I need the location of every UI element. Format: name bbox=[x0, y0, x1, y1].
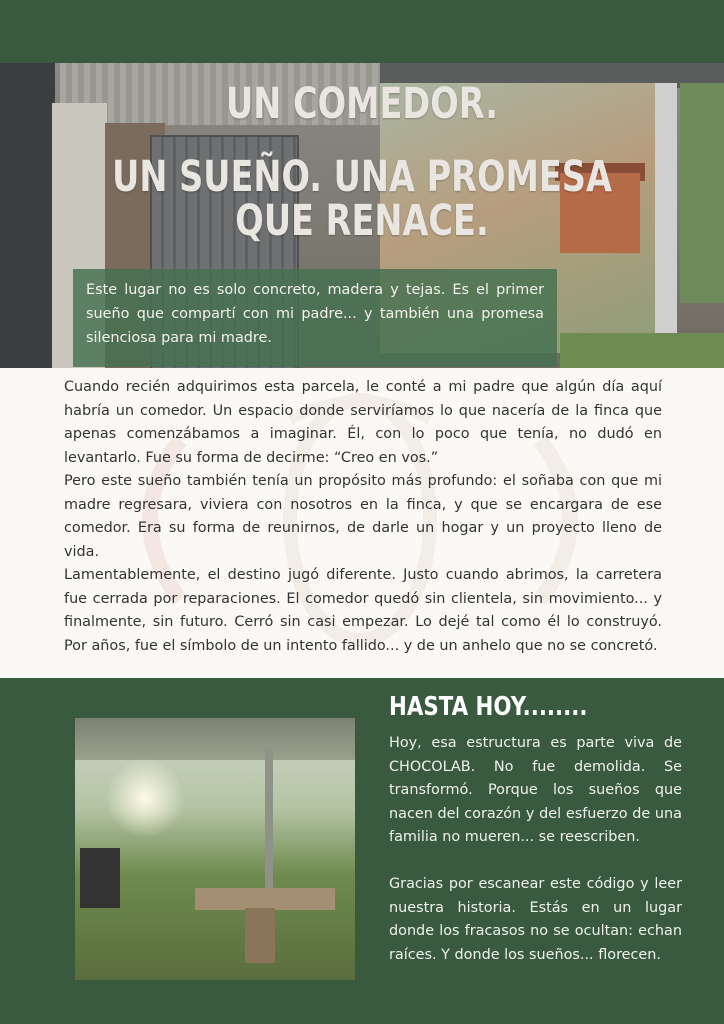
hero-title-line3: QUE RENACE. bbox=[235, 196, 489, 246]
hero-title-line2: UN SUEÑO. UNA PROMESA bbox=[112, 152, 612, 202]
hero-title-line1: UN COMEDOR. bbox=[226, 79, 498, 129]
story-paragraph-2: Pero este sueño también tenía un propósito más profundo: el soñaba con que mi madre regresara, viviera con nosotros en la finca, y que se encargara de ese comedor. Era su forma de reunirnos, de darle un hogar y un proyecto lleno de vida. bbox=[64, 473, 662, 560]
closing-section bbox=[0, 678, 724, 1024]
closing-title: HASTA HOY........ bbox=[389, 692, 588, 722]
hero-title-subtitle bbox=[80, 152, 645, 246]
hero-caption: Este lugar no es solo concreto, madera y tejas. Es el primer sueño que compartí con mi padre... y también una promesa silenciosa para mi madre. bbox=[73, 269, 557, 367]
top-green-band bbox=[0, 0, 724, 63]
dark-wall bbox=[0, 63, 55, 368]
closing-paragraph-1: Hoy, esa estructura es parte viva de CHOCOLAB. No fue demolida. Se transformó. Porque los sueños que nacen del corazón y del esfuerzo de una familia no mueren... se reescriben. bbox=[389, 735, 682, 845]
closing-text bbox=[389, 732, 682, 967]
story-body bbox=[64, 376, 662, 658]
sun-glare bbox=[105, 758, 185, 838]
table-leg bbox=[245, 908, 275, 963]
steel-post bbox=[655, 83, 677, 368]
story-paragraph-1: Cuando recién adquirimos esta parcela, le conté a mi padre que algún día aquí habría un comedor. Un espacio donde serviríamos lo que nacería de la finca que apenas comenzábamos a imaginar. Él, con lo poco que tenía, no dudó en levantarlo. Fue su forma de decirme: “Creo en vos.” bbox=[64, 379, 662, 466]
hero-photo bbox=[0, 63, 724, 368]
wooden-table bbox=[195, 888, 335, 910]
tree-foliage bbox=[680, 83, 724, 303]
comedor-photo bbox=[75, 718, 355, 980]
trash-bin bbox=[80, 848, 120, 908]
closing-paragraph-2: Gracias por escanear este código y leer nuestra historia. Estás en un lugar donde los fracasos no se ocultan: echan raíces. Y donde los sueños... florecen. bbox=[389, 876, 682, 963]
story-paragraph-3: Lamentablemente, el destino jugó diferente. Justo cuando abrimos, la carretera fue cerrada por reparaciones. El comedor quedó sin clientela, sin movimiento... y finalmente, sin futuro. Cerró sin casi empezar. Lo dejé tal como él lo construyó. Por años, fue el símbolo de un intento fallido... y de un anhelo que no se concretó. bbox=[64, 567, 662, 654]
photo-roof bbox=[75, 718, 355, 760]
